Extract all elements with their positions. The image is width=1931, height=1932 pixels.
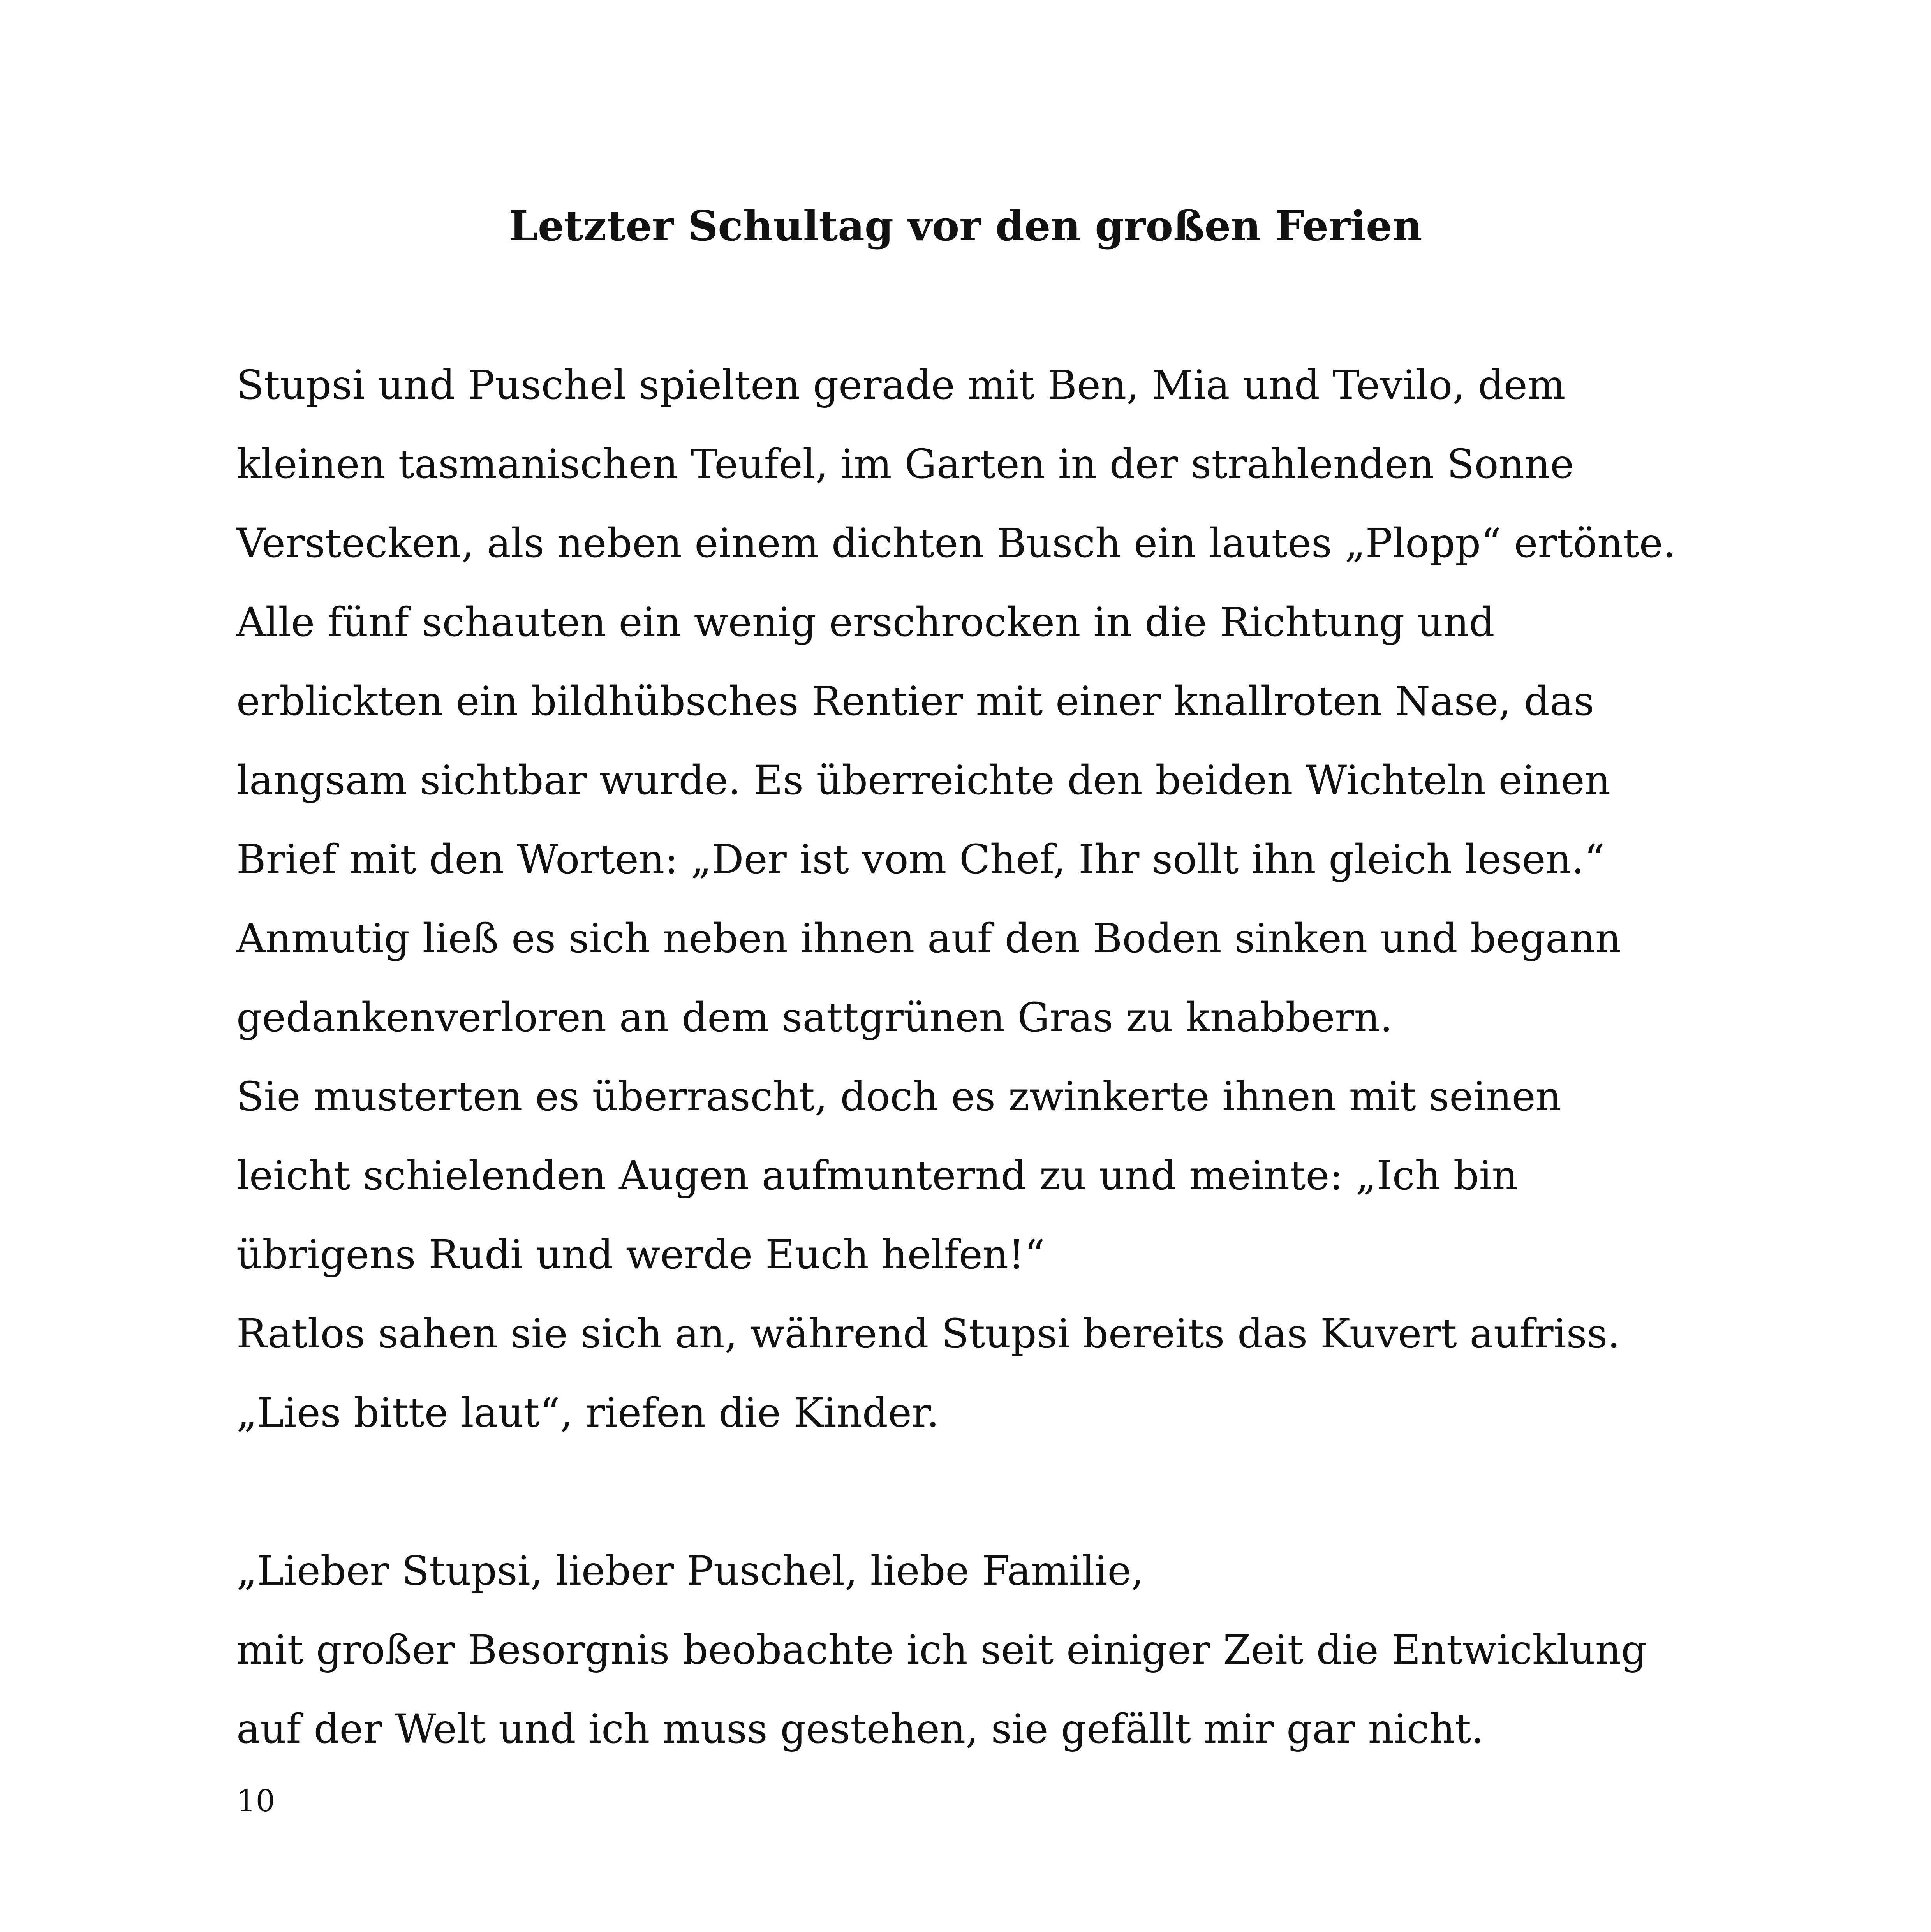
text-line: Alle fünf schauten ein wenig erschrocken in die Richtung und	[236, 599, 1495, 646]
text-line: gedankenverloren an dem sattgrünen Gras zu knabbern.	[236, 994, 1393, 1041]
text-line: Brief mit den Worten: „Der ist vom Chef, Ihr sollt ihn gleich lesen.“	[236, 836, 1605, 883]
text-line: Stupsi und Puschel spielten gerade mit Ben, Mia und Tevilo, dem	[236, 362, 1566, 409]
text-line: Verstecken, als neben einem dichten Busch ein lautes „Plopp“ ertönte.	[236, 520, 1676, 567]
text-line: erblickten ein bildhübsches Rentier mit einer knallroten Nase, das	[236, 678, 1594, 725]
text-line: Ratlos sahen sie sich an, während Stupsi bereits das Kuvert aufriss.	[236, 1310, 1621, 1357]
text-line: langsam sichtbar wurde. Es überreichte den beiden Wichteln einen	[236, 757, 1611, 804]
text-line: kleinen tasmanischen Teufel, im Garten in der strahlenden Sonne	[236, 441, 1574, 488]
text-line: leicht schielenden Augen aufmunternd zu und meinte: „Ich bin	[236, 1152, 1518, 1199]
letter-line: auf der Welt und ich muss gestehen, sie gefällt mir gar nicht.	[236, 1706, 1484, 1752]
paragraph-spacer	[236, 1453, 1853, 1532]
text-line: Anmutig ließ es sich neben ihnen auf den Boden sinken und begann	[236, 915, 1621, 962]
page-number: 10	[236, 1784, 275, 1819]
chapter-title: Letzter Schultag vor den großen Ferien	[509, 201, 1422, 250]
letter-line: „Lieber Stupsi, lieber Puschel, liebe Familie,	[236, 1548, 1144, 1594]
text-line: Sie musterten es überrascht, doch es zwinkerte ihnen mit seinen	[236, 1073, 1561, 1120]
text-line: „Lies bitte laut“, riefen die Kinder.	[236, 1390, 939, 1436]
text-line: übrigens Rudi und werde Euch helfen!“	[236, 1231, 1045, 1278]
letter-line: mit großer Besorgnis beobachte ich seit einiger Zeit die Entwicklung	[236, 1627, 1647, 1673]
body-text	[236, 346, 1853, 1769]
